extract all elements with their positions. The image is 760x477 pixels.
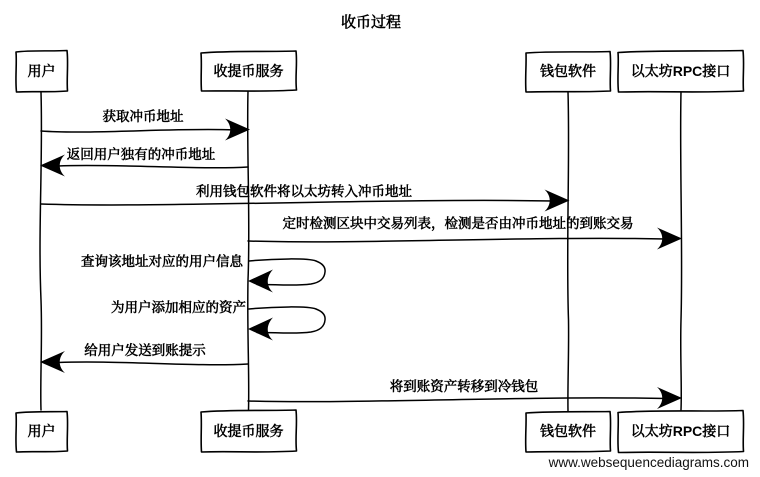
actor-label-bottom-wallet-software: 钱包软件	[540, 423, 596, 439]
message-arrow-poll-transactions	[248, 238, 666, 242]
message-label-query-user-info: 查询该地址对应的用户信息	[81, 254, 243, 269]
actor-label-bottom-eth-rpc: 以太坊RPC接口	[630, 423, 731, 439]
actor-label-bottom-deposit-service: 收提币服务	[213, 423, 284, 439]
message-arrow-notify-user	[58, 362, 248, 365]
message-label-transfer-eth: 利用钱包软件将以太坊转入冲币地址	[196, 184, 412, 199]
message-arrow-return-unique-address	[58, 165, 248, 167]
actor-label-top-wallet-software: 钱包软件	[540, 63, 596, 79]
message-label-move-to-cold-wallet: 将到账资产转移到冷钱包	[389, 379, 539, 394]
diagram-title: 收币过程	[340, 14, 402, 31]
message-label-poll-transactions: 定时检测区块中交易列表，检测是否由冲币地址的到账交易	[282, 216, 634, 231]
watermark-url: www.websequencediagrams.com	[548, 455, 749, 470]
lifeline-deposit-service	[248, 91, 249, 410]
actor-label-top-user: 用户	[27, 63, 56, 79]
message-label-notify-user: 给用户发送到账提示	[84, 343, 206, 358]
actor-label-top-deposit-service: 收提币服务	[213, 63, 284, 79]
message-arrow-transfer-eth	[41, 200, 553, 205]
actor-label-top-eth-rpc: 以太坊RPC接口	[630, 63, 731, 79]
message-arrow-move-to-cold-wallet	[248, 398, 666, 402]
actor-label-bottom-user: 用户	[27, 423, 56, 439]
lifeline-wallet-software	[568, 92, 569, 411]
arrowhead-self-5	[248, 270, 273, 293]
message-label-add-assets: 为用户添加相应的资产	[111, 300, 246, 315]
message-label-return-unique-address: 返回用户独有的冲币地址	[66, 147, 216, 162]
message-arrow-get-deposit-address	[41, 129, 234, 132]
message-label-get-deposit-address: 获取冲币地址	[102, 109, 184, 124]
arrowhead-self-6	[248, 318, 273, 341]
lifeline-eth-rpc	[681, 92, 682, 410]
